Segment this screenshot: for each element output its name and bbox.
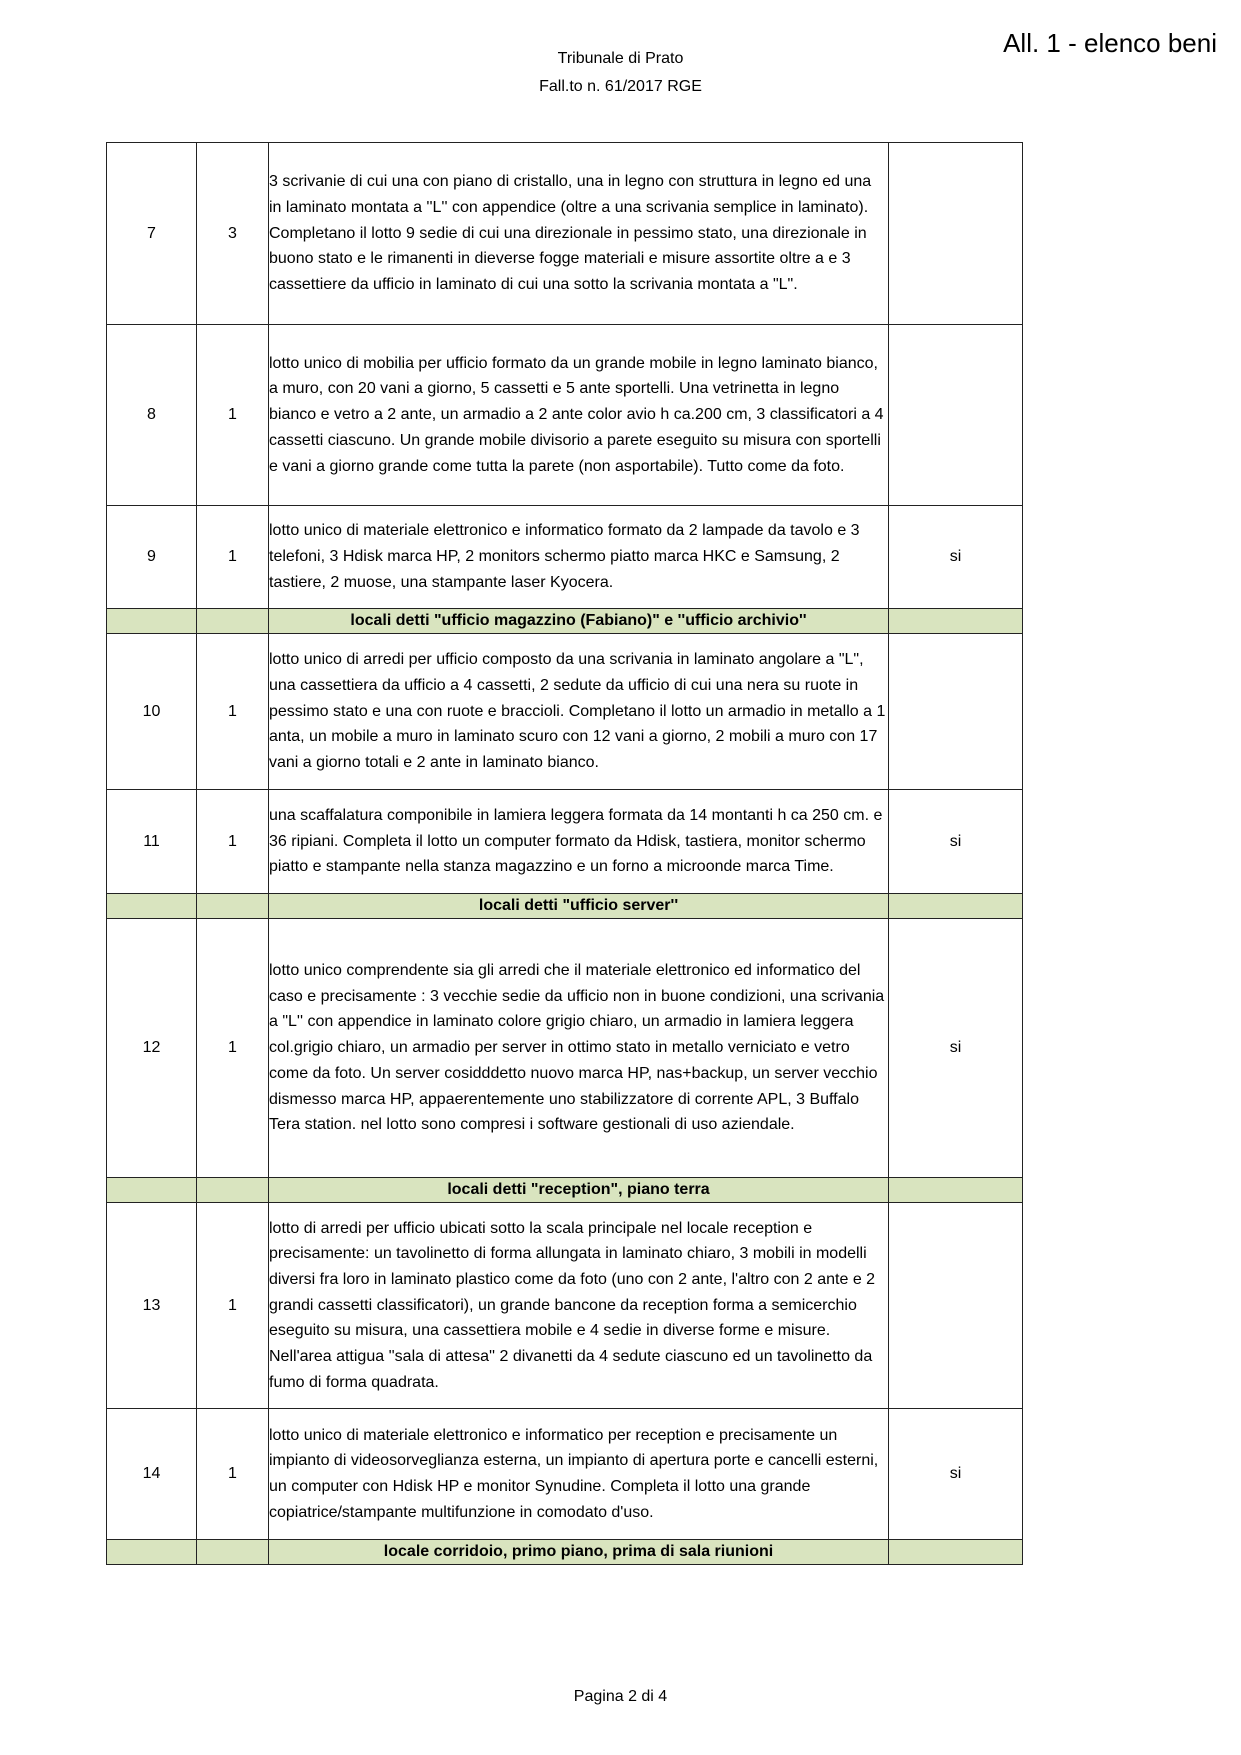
section-title: locali detti "ufficio server'' [269,894,889,919]
lots-table [106,142,1023,1565]
lot-number: 9 [107,506,197,609]
lot-number: 14 [107,1409,197,1540]
lot-number: 7 [107,143,197,325]
section-row [107,894,1023,919]
lot-description: lotto di arredi per ufficio ubicati sotto la scala principale nel locale reception e precisamente: un tavolinetto di forma allungata in laminato chiaro, 3 mobili in modelli diversi fra loro in laminato plastico come da foto (uno con 2 ante, l'altro con 2 ante e 2 grandi cassetti classificatori), un grande bancone da reception forma a semicerchio eseguito su misura, una cassettiera mobile e 4 sedie in diverse forme e misure. Nell'area attigua ''sala di attesa'' 2 divanetti da 4 sedute ciascuno ed un tavolinetto da fumo di forma quadrata. [269,1203,889,1409]
table-row [107,1203,1023,1409]
case-number: Fall.to n. 61/2017 RGE [539,78,702,95]
quantity: 1 [197,790,269,894]
flag: si [889,1409,1023,1540]
quantity: 1 [197,325,269,506]
lot-number: 11 [107,790,197,894]
attachment-label: All. 1 - elenco beni [1003,28,1217,58]
flag [889,634,1023,790]
lot-description: lotto unico di materiale elettronico e informatico formato da 2 lampade da tavolo e 3 telefoni, 3 Hdisk marca HP, 2 monitors schermo piatto marca HKC e Samsung, 2 tastiere, 2 muose, una stampante laser Kyocera. [269,506,889,609]
section-title: locali detti "reception", piano terra [269,1178,889,1203]
flag [889,325,1023,506]
table-row [107,919,1023,1178]
table-row [107,790,1023,894]
quantity: 1 [197,1203,269,1409]
quantity: 1 [197,634,269,790]
table-row [107,143,1023,325]
lot-description: lotto unico di mobilia per ufficio formato da un grande mobile in legno laminato bianco, a muro, con 20 vani a giorno, 5 cassetti e 5 ante sportelli. Una vetrinetta in legno bianco e vetro a 2 ante, un armadio a 2 ante color avio h ca.200 cm, 3 classificatori a 4 cassetti ciascuno. Un grande mobile divisorio a parete eseguito su misura con sportelli e vani a giorno grande come tutta la parete (non asportabile). Tutto come da foto. [269,325,889,506]
quantity: 1 [197,919,269,1178]
lot-description: lotto unico di materiale elettronico e informatico per reception e precisamente un impianto di videosorveglianza esterna, un impianto di apertura porte e cancelli esterni, un computer con Hdisk HP e monitor Synudine. Completa il lotto una grande copiatrice/stampante multifunzione in comodato d'uso. [269,1409,889,1540]
section-row [107,1540,1023,1565]
quantity: 1 [197,506,269,609]
flag: si [889,506,1023,609]
lot-description: una scaffalatura componibile in lamiera leggera formata da 14 montanti h ca 250 cm. e 36 ripiani. Completa il lotto un computer formato da Hdisk, tastiera, monitor schermo piatto e stampante nella stanza magazzino e un forno a microonde marca Time. [269,790,889,894]
lot-number: 10 [107,634,197,790]
table-row [107,634,1023,790]
lot-description: 3 scrivanie di cui una con piano di cristallo, una in legno con struttura in legno ed una in laminato montata a ''L'' con appendice (oltre a una scrivania semplice in laminato). Completano il lotto 9 sedie di cui una direzionale in pessimo stato, una direzionale in buono stato e le rimanenti in dieverse fogge materiali e misure assortite oltre a e 3 cassettiere da ufficio in laminato di cui una sotto la scrivania montata a "L". [269,143,889,325]
quantity: 1 [197,1409,269,1540]
table-row [107,1409,1023,1540]
flag: si [889,919,1023,1178]
lot-number: 8 [107,325,197,506]
court-name: Tribunale di Prato [557,50,684,67]
page-number: Pagina 2 di 4 [573,1688,668,1705]
section-row [107,609,1023,634]
flag [889,1203,1023,1409]
flag [889,143,1023,325]
lot-description: lotto unico di arredi per ufficio composto da una scrivania in laminato angolare a "L", una cassettiera da ufficio a 4 cassetti, 2 sedute da ufficio di cui una nera su ruote in pessimo stato e una con ruote e braccioli. Completano il lotto un armadio in metallo a 1 anta, un mobile a muro in laminato scuro con 12 vani a giorno, 2 mobili a muro con 17 vani a giorno totali e 2 ante in laminato bianco. [269,634,889,790]
lot-number: 13 [107,1203,197,1409]
quantity: 3 [197,143,269,325]
section-title: locale corridoio, primo piano, prima di sala riunioni [269,1540,889,1565]
flag: si [889,790,1023,894]
section-row [107,1178,1023,1203]
table-row [107,325,1023,506]
section-title: locali detti "ufficio magazzino (Fabiano)" e ''ufficio archivio'' [269,609,889,634]
table-row [107,506,1023,609]
lot-description: lotto unico comprendente sia gli arredi che il materiale elettronico ed informatico del caso e precisamente : 3 vecchie sedie da ufficio non in buone condizioni, una scrivania a "L'' con appendice in laminato colore grigio chiaro, un armadio in lamiera leggera col.grigio chiaro, un armadio per server in ottimo stato in metallo verniciato e vetro come da foto. Un server cosidddetto nuovo marca HP, nas+backup, un server vecchio dismesso marca HP, appaerentemente uno stabilizzatore di corrente APL, 3 Buffalo Tera station. nel lotto sono compresi i software gestionali di uso aziendale. [269,919,889,1178]
lot-number: 12 [107,919,197,1178]
